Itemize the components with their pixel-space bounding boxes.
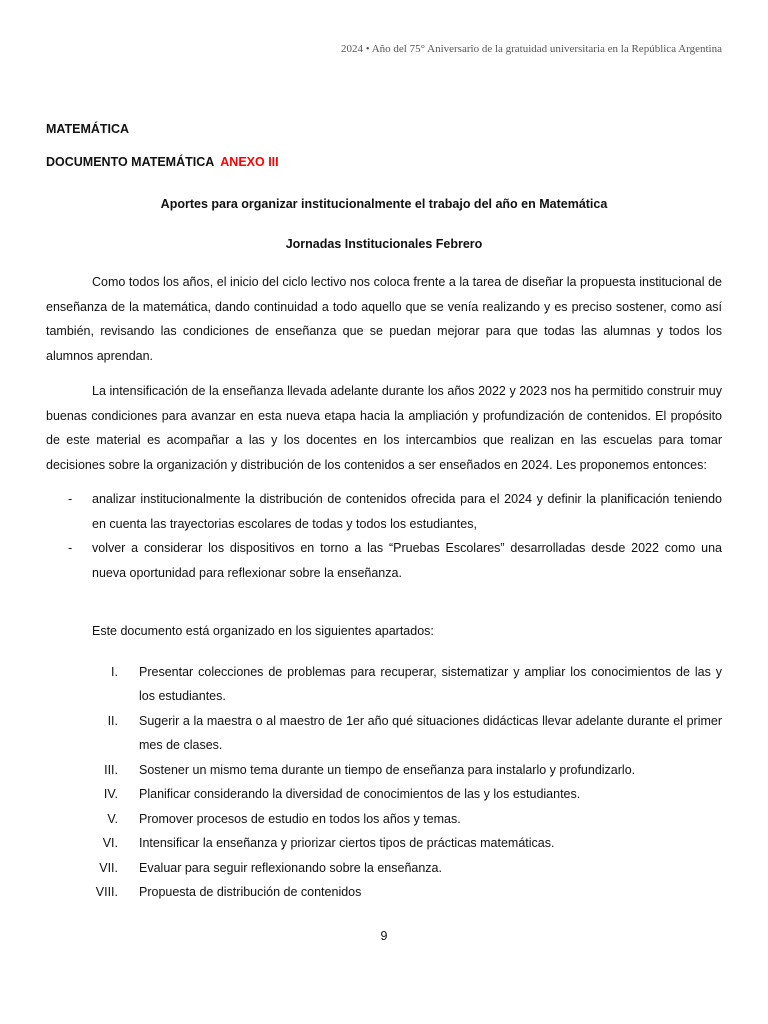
bullet-text: analizar institucionalmente la distribución de contenidos ofrecida para el 2024 y definir la planificación teniendo en cuenta las trayectorias escolares de todas y todos los estudiantes, [92,492,722,531]
section-title: MATEMÁTICA [46,122,130,136]
section-text: Evaluar para seguir reflexionando sobre la enseñanza. [139,860,442,875]
section-item [46,709,722,758]
sections-intro: Este documento está organizado en los siguientes apartados: [92,624,434,638]
section-item [46,856,722,881]
running-header: 2024 • Año del 75° Aniversario de la gratuidad universitaria en la República Argentina [340,43,722,55]
document-title [46,150,722,175]
section-text: Sostener un mismo tema durante un tiempo de enseñanza para instalarlo y profundizarlo. [139,762,636,777]
document-body [46,117,722,905]
bullet-text: volver a considerar los dispositivos en torno a las “Pruebas Escolares” desarrolladas desde 2022 como una nueva oportunidad para reflexionar sobre la enseñanza. [92,541,722,580]
section-item [46,807,722,832]
section-item [46,660,722,709]
bullet-item [46,536,722,585]
section-number: V. [107,811,118,826]
section-text: Intensificar la enseñanza y priorizar ciertos tipos de prácticas matemáticas. [139,836,555,850]
section-text: Propuesta de distribución de contenidos [139,885,362,899]
section-number: VII. [99,860,118,875]
paragraph: La intensificación de la enseñanza llevada adelante durante los años 2022 y 2023 nos ha permitido construir muy buenas condiciones para avanzar en esta nueva etapa hacia la ampliación y profundización de contenidos. El propósito de este material es acompañar a las y los docentes en los intercambios que realizan en las escuelas para tomar decisiones sobre la organización y distribución de los contenidos a ser enseñados en 2024. Les proponemos entonces: [46,384,722,472]
paragraph: Como todos los años, el inicio del ciclo lectivo nos coloca frente a la tarea de diseñar la propuesta institucional de enseñanza de la matemática, dando continuidad a todo aquello que se venía realizando y es preciso sostener, como así también, revisando las condiciones de enseñanza que se puedan mejorar para que todas las alumnas y todos los alumnos aprendan. [46,275,722,363]
section-item [46,758,722,783]
bullet-list [46,487,722,585]
section-text: Sugerir a la maestra o al maestro de 1er año qué situaciones didácticas llevar adelante durante el primer mes de clases. [139,713,722,752]
sub-heading: Jornadas Institucionales Febrero [285,236,483,251]
section-item [46,831,722,856]
section-text: Promover procesos de estudio en todos los años y temas. [139,811,461,826]
bullet-item [46,487,722,536]
annex-label: ANEXO III [220,154,279,169]
page-number: 9 [380,929,388,943]
sections-list [46,660,722,905]
bullet-marker: - [68,541,73,555]
section-item [46,782,722,807]
bullet-marker: - [68,492,73,506]
section-number: III. [104,762,118,777]
section-number: VIII. [95,885,118,899]
section-text: Presentar colecciones de problemas para recuperar, sistematizar y ampliar los conocimientos de las y los estudiantes. [139,664,722,703]
section-item [46,880,722,905]
document-title-text: DOCUMENTO MATEMÁTICA [46,154,215,169]
section-number: VI. [102,836,118,850]
section-text: Planificar considerando la diversidad de conocimientos de las y los estudiantes. [139,787,581,801]
section-number: I. [111,664,118,679]
section-number: IV. [103,787,118,801]
section-number: II. [107,713,118,728]
main-heading: Aportes para organizar institucionalmente el trabajo del año en Matemática [160,197,608,211]
